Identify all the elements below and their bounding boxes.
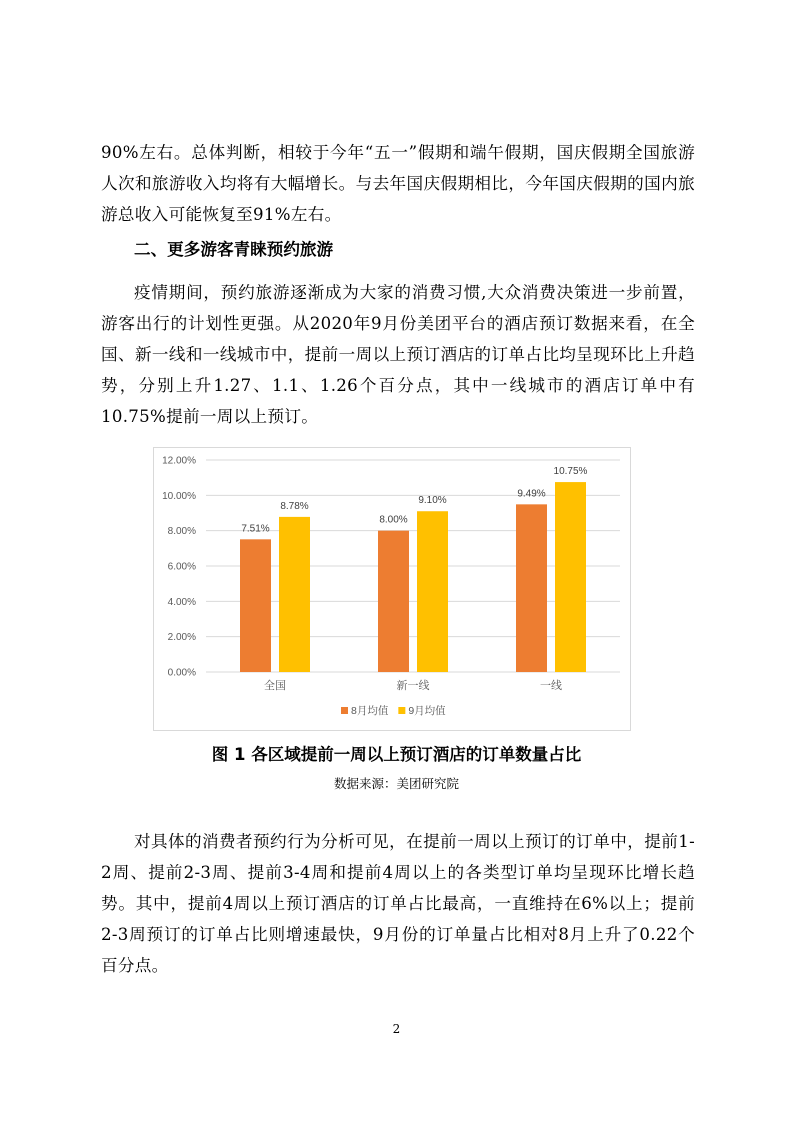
- data-label: 7.51%: [241, 523, 270, 535]
- figure-source: 数据来源：美团研究院: [333, 776, 459, 791]
- section-heading: 二、更多游客青睐预约旅游: [134, 240, 334, 259]
- y-tick-label: 8.00%: [167, 526, 196, 538]
- legend-label: 9月均值: [408, 705, 446, 717]
- y-tick-label: 6.00%: [167, 561, 196, 573]
- bar: [516, 504, 547, 672]
- data-label: 9.49%: [517, 488, 546, 500]
- y-tick-label: 2.00%: [167, 632, 196, 644]
- paragraph-tourism-revenue: 90%左右。总体判断，相较于今年“五一”假期和端午假期，国庆假期全国旅游人次和旅游收入均将有大幅增长。与去年国庆假期相比，今年国庆假期的国内旅游总收入可能恢复至91%左右。: [101, 143, 695, 224]
- bar: [279, 517, 310, 672]
- bar: [555, 482, 586, 672]
- bar: [240, 539, 271, 672]
- legend-swatch: [398, 707, 405, 714]
- paragraph-booking-habits: 疫情期间，预约旅游逐渐成为大家的消费习惯,大众消费决策进一步前置，游客出行的计划性更强。从2020年9月份美团平台的酒店预订数据来看，在全国、新一线和一线城市中，提前一周以上预订酒店的订单占比均呈现环比上升趋势，分别上升1.27、1.1、1.26个百分点，其中一线城市的酒店订单中有10.75%提前一周以上预订。: [101, 283, 695, 426]
- paragraph-booking-analysis: 对具体的消费者预约行为分析可见，在提前一周以上预订的订单中，提前1-2周、提前2-3周、提前3-4周和提前4周以上的各类型订单均呈现环比增长趋势。其中，提前4周以上预订酒店的订单占比最高，一直维持在6%以上；提前2-3周预订的订单占比则增速最快，9月份的订单量占比相对8月上升了0.22个百分点。: [101, 832, 695, 975]
- bar: [417, 511, 448, 672]
- y-tick-label: 12.00%: [162, 455, 196, 467]
- data-label: 8.78%: [280, 500, 309, 512]
- y-tick-label: 0.00%: [167, 667, 196, 679]
- chart-container: [153, 447, 631, 731]
- data-label: 9.10%: [418, 495, 447, 507]
- legend-swatch: [341, 707, 348, 714]
- bar: [378, 531, 409, 672]
- bar-chart: [154, 448, 630, 730]
- x-tick-label: 一线: [540, 680, 562, 692]
- figure-caption: 图 1 各区域提前一周以上预订酒店的订单数量占比: [211, 745, 582, 764]
- data-label: 10.75%: [553, 466, 588, 478]
- data-label: 8.00%: [379, 514, 408, 526]
- x-tick-label: 全国: [264, 680, 286, 692]
- y-tick-label: 10.00%: [162, 490, 196, 502]
- page-number: 2: [392, 1022, 401, 1036]
- y-tick-label: 4.00%: [167, 596, 196, 608]
- legend-label: 8月均值: [351, 705, 389, 717]
- x-tick-label: 新一线: [396, 680, 430, 692]
